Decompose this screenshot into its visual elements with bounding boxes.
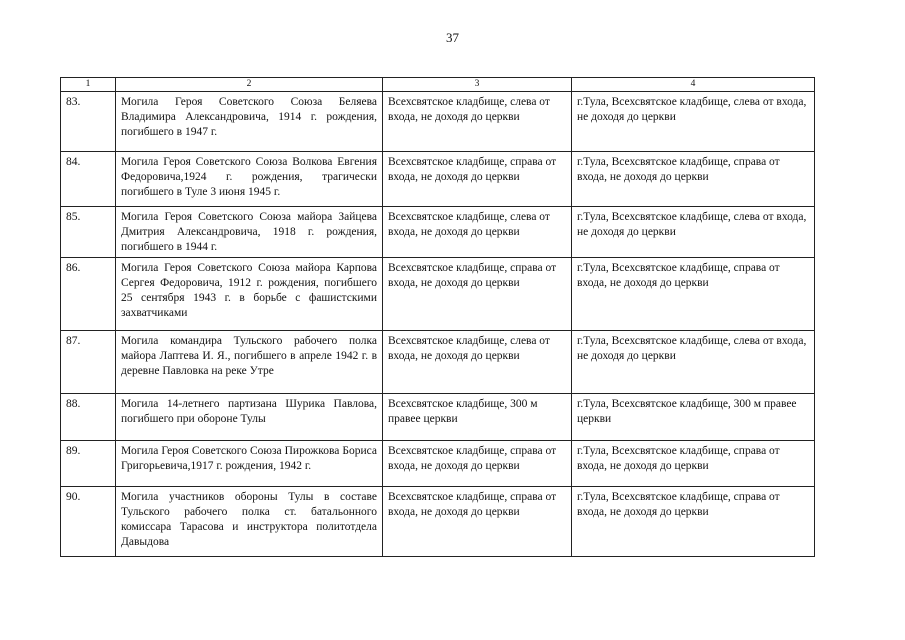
row-place: Всехсвятское кладбище, справа от входа, не доходя до церкви: [383, 487, 572, 557]
row-place: Всехсвятское кладбище, слева от входа, не доходя до церкви: [383, 207, 572, 258]
table-row: [61, 331, 815, 394]
row-number: 90.: [61, 487, 116, 557]
row-description: Могила Героя Советского Союза Беляева Владимира Александровича, 1914 г. рождения, погибшего в 1947 г.: [116, 92, 383, 152]
row-number: 89.: [61, 441, 116, 487]
column-header-4: 4: [572, 78, 815, 92]
table-row: [61, 207, 815, 258]
row-address: г.Тула, Всехсвятское кладбище, слева от входа, не доходя до церкви: [572, 207, 815, 258]
row-address: г.Тула, Всехсвятское кладбище, справа от входа, не доходя до церкви: [572, 441, 815, 487]
row-description: Могила Героя Советского Союза Пирожкова Бориса Григорьевича,1917 г. рождения, 1942 г.: [116, 441, 383, 487]
row-address: г.Тула, Всехсвятское кладбище, справа от входа, не доходя до церкви: [572, 258, 815, 331]
row-place: Всехсвятское кладбище, 300 м правее церкви: [383, 394, 572, 441]
row-number: 84.: [61, 152, 116, 207]
row-place: Всехсвятское кладбище, справа от входа, не доходя до церкви: [383, 152, 572, 207]
table-row: [61, 92, 815, 152]
row-description: Могила 14-летнего партизана Шурика Павлова, погибшего при обороне Тулы: [116, 394, 383, 441]
row-address: г.Тула, Всехсвятское кладбище, 300 м правее церкви: [572, 394, 815, 441]
table-row: [61, 487, 815, 557]
row-description: Могила Героя Советского Союза Волкова Евгения Федоровича,1924 г. рождения, трагически погибшего в Туле 3 июня 1945 г.: [116, 152, 383, 207]
row-place: Всехсвятское кладбище, слева от входа, не доходя до церкви: [383, 331, 572, 394]
row-address: г.Тула, Всехсвятское кладбище, слева от входа, не доходя до церкви: [572, 331, 815, 394]
column-header-2: 2: [116, 78, 383, 92]
row-number: 83.: [61, 92, 116, 152]
row-number: 88.: [61, 394, 116, 441]
row-address: г.Тула, Всехсвятское кладбище, справа от входа, не доходя до церкви: [572, 487, 815, 557]
row-address: г.Тула, Всехсвятское кладбище, слева от входа, не доходя до церкви: [572, 92, 815, 152]
row-description: Могила участников обороны Тулы в составе Тульского рабочего полка ст. батальонного комиссара Тарасова и инструктора политотдела Давыдова: [116, 487, 383, 557]
page-number: 37: [446, 30, 459, 45]
table-row: [61, 441, 815, 487]
row-place: Всехсвятское кладбище, справа от входа, не доходя до церкви: [383, 441, 572, 487]
column-header-1: 1: [61, 78, 116, 92]
row-address: г.Тула, Всехсвятское кладбище, справа от входа, не доходя до церкви: [572, 152, 815, 207]
row-place: Всехсвятское кладбище, справа от входа, не доходя до церкви: [383, 258, 572, 331]
table-row: [61, 152, 815, 207]
row-description: Могила Героя Советского Союза майора Карпова Сергея Федоровича, 1912 г. рождения, погибшего 25 сентября 1943 г. в борьбе с фашистскими захватчиками: [116, 258, 383, 331]
row-number: 85.: [61, 207, 116, 258]
table-row: [61, 258, 815, 331]
row-number: 86.: [61, 258, 116, 331]
monuments-table: [60, 77, 815, 557]
column-header-3: 3: [383, 78, 572, 92]
row-description: Могила Героя Советского Союза майора Зайцева Дмитрия Александровича, 1918 г. рождения, погибшего в 1944 г.: [116, 207, 383, 258]
row-place: Всехсвятское кладбище, слева от входа, не доходя до церкви: [383, 92, 572, 152]
row-description: Могила командира Тульского рабочего полка майора Лаптева И. Я., погибшего в апреле 1942 г. в деревне Павловка на реке Утре: [116, 331, 383, 394]
table-row: [61, 394, 815, 441]
header-row: [61, 78, 815, 92]
row-number: 87.: [61, 331, 116, 394]
